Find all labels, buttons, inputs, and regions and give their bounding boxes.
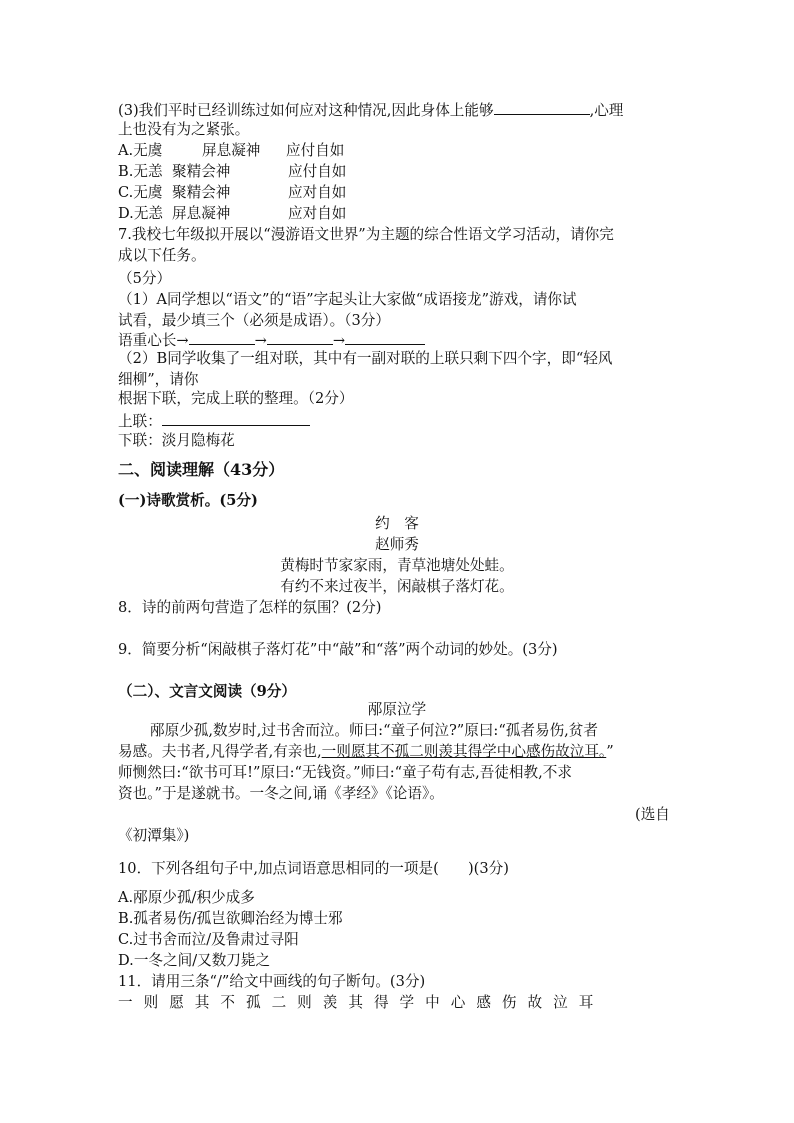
option-word: 屏息凝神 — [172, 205, 231, 222]
idiom-blank-2[interactable] — [267, 328, 333, 345]
option-label: B.无恙 — [118, 163, 163, 180]
passage-line-2 — [118, 741, 614, 762]
source-note-a: (选自 — [635, 806, 670, 823]
poetry-heading: (一)诗歌赏析。(5分) — [118, 492, 258, 509]
option-word: 应付自如 — [288, 163, 347, 180]
q10-option-d: D.一冬之间/又数刀毙之 — [118, 952, 271, 969]
q6-3-text: (3)我们平时已经训练过如何应对这种情况,因此身体上能够 — [118, 102, 494, 119]
q6-3-line2: 上也没有为之紧张。 — [118, 121, 250, 138]
upper-couplet-label: 上联： — [118, 413, 162, 430]
chain-start: 语重心长 — [118, 332, 177, 349]
upper-couplet — [118, 409, 310, 432]
option-word: 屏息凝神 — [202, 142, 261, 159]
q10-option-b: B.孤者易伤/孤岂欲卿治经为博士邪 — [118, 910, 343, 927]
idiom-blank-3[interactable] — [345, 328, 425, 345]
passage-line-4: 资也。”于是遂就书。一冬之间,诵《孝经》《论语》。 — [118, 785, 444, 802]
question-8: 8．诗的前两句营造了怎样的氛围？(2分) — [118, 599, 382, 616]
poem-line-2: 有约不来过夜半，闲敲棋子落灯花。 — [280, 578, 514, 595]
lower-couplet: 下联：淡月隐梅花 — [118, 432, 235, 449]
option-b — [118, 161, 346, 182]
option-word: 应对自如 — [288, 184, 347, 201]
q7-line2: 成以下任务。 — [118, 247, 206, 264]
q7-sub2-line3: 根据下联，完成上联的整理。（2分） — [118, 390, 354, 407]
option-label: A.无虞 — [118, 142, 163, 159]
q10-option-a: A.邴原少孤/积少成多 — [118, 889, 255, 906]
q11-sentence: 一则愿其不孤二则羡其得学中心感伤故泣耳 — [118, 994, 605, 1011]
poem-author: 赵师秀 — [375, 536, 419, 553]
option-word: 应对自如 — [288, 205, 347, 222]
underlined-sentence: 一则愿其不孤二则羡其得学中心感伤故泣耳。 — [321, 743, 607, 760]
arrow-icon: → — [176, 332, 189, 349]
q7-line1: 7.我校七年级拟开展以“漫游语文世界”为主题的综合性语文学习活动，请你完 — [118, 226, 614, 243]
q6-3-text-end: ,心理 — [589, 102, 624, 119]
classical-heading: （二）、文言文阅读（9分） — [118, 683, 296, 700]
question-10: 10．下列各组句子中,加点词语意思相同的一项是( )(3分) — [118, 860, 509, 877]
option-a — [118, 140, 344, 161]
question-11: 11．请用三条“/”给文中画线的句子断句。(3分) — [118, 973, 426, 990]
q6-3-line1 — [118, 98, 623, 121]
idiom-blank-1[interactable] — [189, 328, 255, 345]
poem-title: 约 客 — [375, 515, 419, 532]
arrow-icon: → — [332, 332, 346, 349]
option-word: 聚精会神 — [172, 184, 231, 201]
q7-sub2-line1: （2）B同学收集了一组对联，其中有一副对联的上联只剩下四个字，即“轻风 — [118, 350, 613, 367]
q7-sub1-line1: （1）A同学想以“语文”的“语”字起头让大家做“成语接龙”游戏，请你试 — [118, 291, 577, 308]
source-note-b: 《初潭集》) — [118, 827, 190, 844]
option-label: D.无恙 — [118, 205, 164, 222]
option-c — [118, 182, 346, 203]
q10-option-c: C.过书舍而泣/及鲁肃过寻阳 — [118, 931, 299, 948]
answer-blank[interactable] — [494, 98, 590, 115]
option-d — [118, 203, 346, 224]
passage-line-3: 师恻然曰:“欲书可耳!”原曰:“无钱资。”师曰:“童子苟有志,吾徒相教,不求 — [118, 764, 572, 781]
passage-line-1: 邴原少孤,数岁时,过书舍而泣。师曰:“童子何泣?”原曰:“孤者易伤,贫者 — [150, 722, 598, 739]
upper-couplet-blank[interactable] — [162, 409, 310, 426]
section-heading: 二、阅读理解（43分） — [118, 460, 285, 479]
classical-title: 邴原泣学 — [367, 701, 427, 718]
poem-line-1: 黄梅时节家家雨，青草池塘处处蛙。 — [280, 557, 514, 574]
option-word: 聚精会神 — [172, 163, 231, 180]
option-word: 应付自如 — [286, 142, 345, 159]
question-9: 9．简要分析“闲敲棋子落灯花”中“敲”和“落”两个动词的妙处。(3分) — [118, 641, 558, 658]
q7-sub2-line2: 细柳”，请你 — [118, 371, 199, 388]
passage-text: 易感。夫书者,凡得学者,有亲也, — [118, 743, 322, 760]
passage-text: ” — [606, 743, 614, 760]
q7-score: （5分） — [118, 270, 172, 287]
option-label: C.无虞 — [118, 184, 163, 201]
q7-sub1-line2: 试看，最少填三个（必须是成语）。（3分） — [118, 312, 390, 329]
arrow-icon: → — [254, 332, 267, 349]
